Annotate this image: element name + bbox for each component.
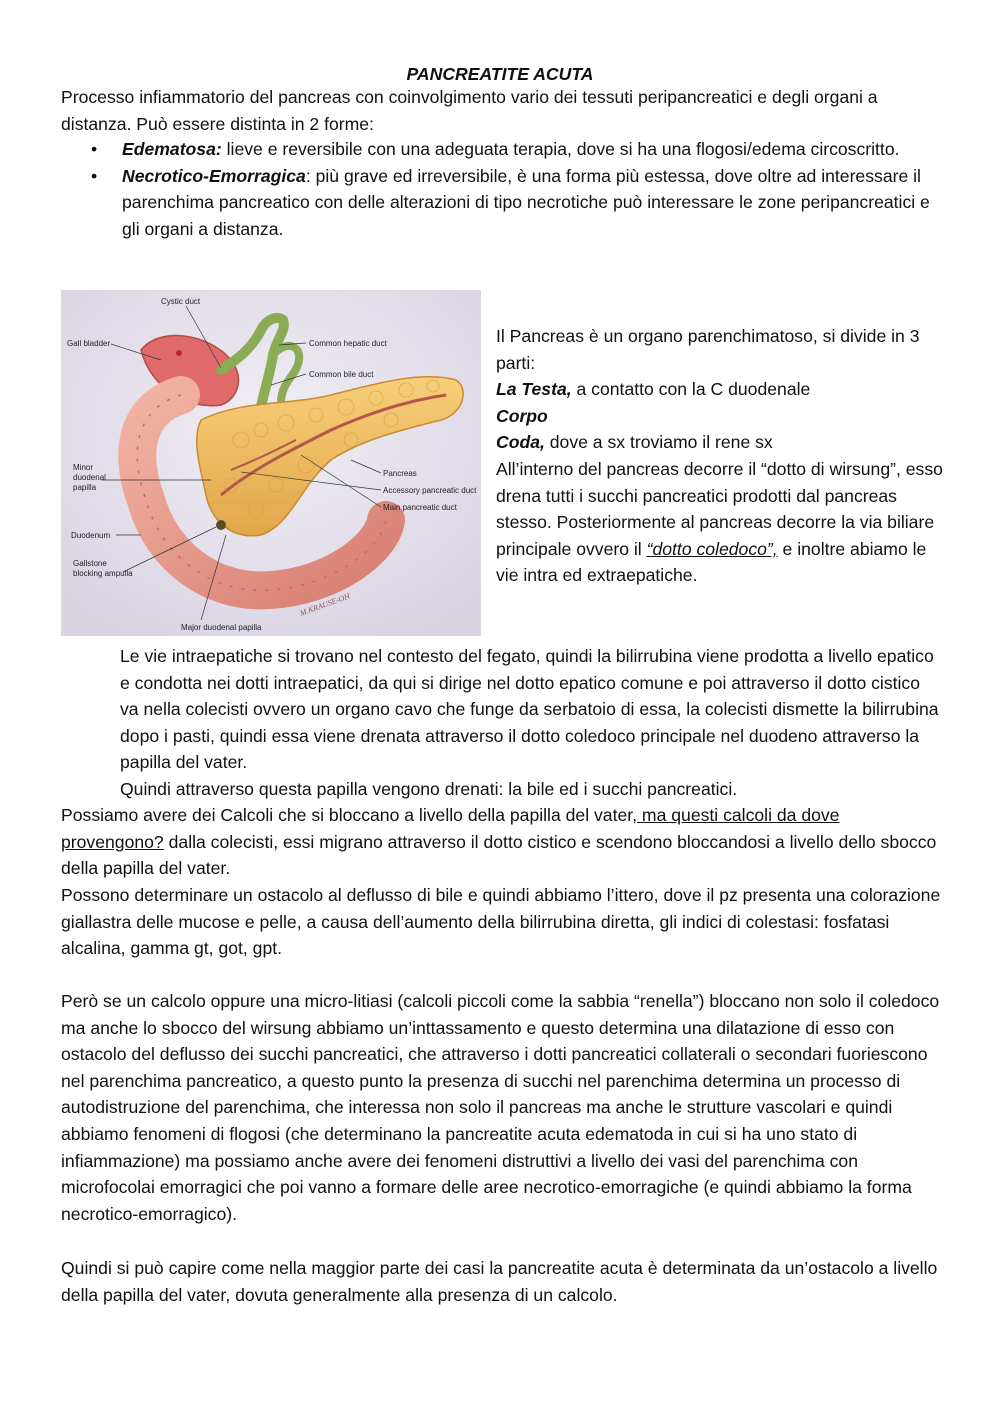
forms-list bbox=[61, 136, 941, 242]
question-underlined: ma questi calcoli da dove provengono? bbox=[61, 805, 840, 852]
calcoli-paragraph bbox=[61, 802, 946, 882]
pancreas-anatomy-illustration bbox=[61, 290, 481, 636]
label-common-bile-duct: Common bile duct bbox=[309, 370, 374, 379]
part-testa bbox=[496, 376, 946, 403]
part-label: Coda, bbox=[496, 432, 545, 453]
form-description: : più grave ed irreversibile, è una forma più estessa, dove oltre ad interessare il parenchima pancreatico con delle alterazioni di tipo necrotiche può interessare le zone peripancreatici e gli organi a distanza. bbox=[122, 165, 930, 239]
label-cystic-duct: Cystic duct bbox=[161, 297, 201, 306]
label-gallstone-1: Gallstone bbox=[73, 559, 107, 568]
form-name: Necrotico-Emorragica bbox=[122, 165, 306, 186]
label-gallstone-2: blocking ampulla bbox=[73, 569, 133, 578]
label-common-hepatic-duct: Common hepatic duct bbox=[309, 339, 387, 348]
label-duodenum: Duodenum bbox=[71, 531, 111, 540]
form-description: lieve e reversibile con una adeguata terapia, dove si ha una flogosi/edema circoscritto. bbox=[221, 139, 900, 159]
side-intro: Il Pancreas è un organo parenchimatoso, si divide in 3 parti: bbox=[496, 326, 920, 373]
list-item bbox=[61, 136, 941, 163]
label-gall-bladder: Gall bladder bbox=[67, 339, 111, 348]
paragraph-text: Possiamo avere dei Calcoli che si bloccano a livello della papilla del vater, bbox=[61, 805, 638, 825]
paragraph-text: All’interno del pancreas decorre il “dotto di wirsung”, esso drena tutti i succhi pancreatici prodotti dal pancreas stesso. Posteriormente al pancreas decorre la via biliare principale ovvero il bbox=[496, 458, 943, 559]
conclusion-paragraph: Quindi si può capire come nella maggior parte dei casi la pancreatite acuta è determinata da un’ostacolo a livello della papilla del vater, dovuta generalmente alla presenza di un calcolo. bbox=[61, 1258, 938, 1305]
part-corpo bbox=[496, 403, 946, 430]
page-title: PANCREATITE ACUTA bbox=[406, 64, 594, 84]
list-item bbox=[61, 163, 941, 243]
coledoco-term: “dotto coledoco”, bbox=[646, 538, 778, 559]
label-pancreas: Pancreas bbox=[383, 469, 417, 478]
intraepatiche-paragraph: Le vie intraepatiche si trovano nel contesto del fegato, quindi la bilirrubina viene prodotta a livello epatico e condotta nei dotti intraepatici, da qui si dirige nel dotto epatico comune e poi attraverso il dotto cistico va nella colecisti ovvero un organo cavo che funge da serbatoio di essa, la colecisti dismette la bilirrubina dopo i pasti, quindi essa viene drenata attraverso il dotto coledoco principale nel duodeno attraverso la papilla del vater. bbox=[120, 646, 939, 773]
label-major-papilla: Major duodenal papilla bbox=[181, 623, 262, 632]
pancreas-description bbox=[496, 323, 946, 589]
ittero-paragraph: Possono determinare un ostacolo al deflusso di bile e quindi abbiamo l’ittero, dove il pz presenta una colorazione giallastra delle mucose e pelle, a causa dell’aumento della bilirrubina diretta, gli indici di colestasi: fosfatasi alcalina, gamma gt, got, gpt. bbox=[61, 885, 941, 959]
litiasi-paragraph: Però se un calcolo oppure una micro-litiasi (calcoli piccoli come la sabbia “renella”) bloccano non solo il coledoco ma anche lo sbocco del wirsung abbiamo un’inttassamento e questo determina una dilatazione di esso con ostacolo del deflusso dei succhi pancreatici, che attraverso i dotti pancreatici collaterali o secondari fuoriescono nel parenchima pancreatico, a questo punto la presenza di succhi nel parenchima determina un processo di autodistruzione del parenchima, che interessa non solo il pancreas ma anche le strutture vascolari e quindi abbiamo fenomeni di flogosi (che determinano la pancreatite acuta edematoda in cui si ha uno stato di infiammazione) ma possiamo anche avere dei fenomeni distruttivi a livello dei vasi del parenchima con microfocolai emorragici che poi vanno a formare delle aree necrotico-emorragiche (e quindi abbiamo la forma necrotico-emorragico). bbox=[61, 991, 940, 1224]
intro-paragraph: Processo infiammatorio del pancreas con coinvolgimento vario dei tessuti peripancreatici e degli organi a distanza. Può essere distinta in 2 forme: bbox=[61, 87, 878, 134]
part-text: dove a sx troviamo il rene sx bbox=[544, 432, 773, 453]
label-minor-papilla-2: duodenal bbox=[73, 473, 106, 482]
wirsung-paragraph bbox=[496, 456, 946, 589]
paragraph-text: dalla colecisti, essi migrano attraverso il dotto cistico e scendono bloccandosi a livello dello sbocco della papilla del vater. bbox=[61, 831, 937, 879]
bullet-icon: • bbox=[91, 165, 98, 186]
part-label: La Testa, bbox=[496, 379, 572, 400]
part-coda bbox=[496, 429, 946, 456]
label-minor-papilla-1: Minor bbox=[73, 463, 94, 472]
form-name: Edematosa: bbox=[122, 139, 222, 159]
label-main-duct: Main pancreatic duct bbox=[383, 503, 457, 512]
label-minor-papilla-3: papilla bbox=[73, 483, 97, 492]
papilla-paragraph: Quindi attraverso questa papilla vengono drenati: la bile ed i succhi pancreatici. bbox=[120, 779, 738, 799]
paragraph-text: e inoltre abiamo le vie intra ed extraepatiche. bbox=[496, 538, 927, 586]
illustrator-signature: M.KRAUSE-OH bbox=[298, 591, 352, 618]
label-accessory-duct: Accessory pancreatic duct bbox=[383, 486, 477, 495]
anatomy-drawing bbox=[61, 290, 481, 636]
part-text: a contatto con la C duodenale bbox=[571, 379, 811, 400]
part-label: Corpo bbox=[496, 405, 548, 426]
bullet-icon: • bbox=[91, 139, 98, 159]
